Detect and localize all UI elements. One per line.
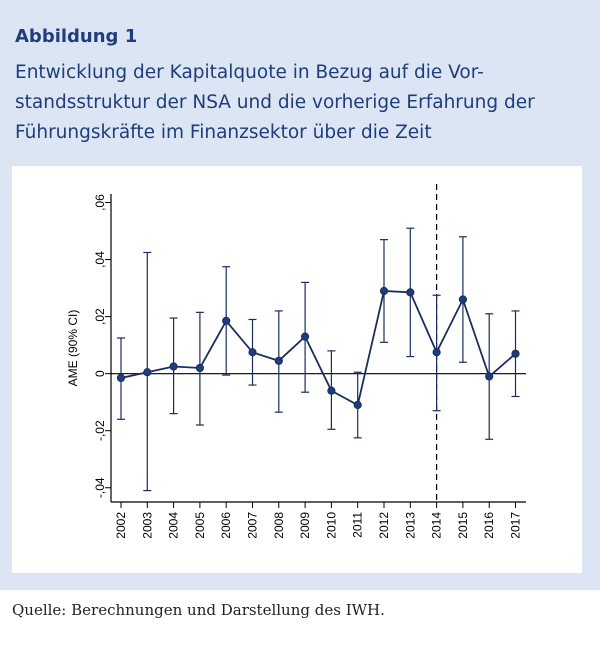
ame-point [380,287,387,294]
x-tick-label: 2011 [350,512,365,538]
title-line-3: Führungskräfte im Finanzsektor über die Zeit [15,122,432,143]
ame-point [275,357,282,364]
ame-point [354,401,361,408]
x-tick-label: 2002 [114,512,128,539]
ame-point [196,364,203,371]
x-tick-label: 2013 [403,512,418,539]
ame-point [249,349,256,356]
x-tick-label: 2012 [377,512,391,539]
title-line-2: standsstruktur der NSA und die vorherige Erfahrung der [15,92,535,113]
x-tick-label: 2006 [219,512,234,539]
ame-chart [12,166,582,573]
y-tick-label: ,04 [93,251,107,268]
x-tick-label: 2017 [508,512,523,539]
x-tick-label: 2016 [482,512,497,539]
ame-series-line [121,291,516,405]
y-tick-label: 0 [93,370,107,378]
x-tick-label: 2003 [140,512,155,539]
y-tick-label: ,02 [93,308,107,325]
plot-area [12,166,582,573]
ame-point [328,387,335,394]
x-tick-label: 2015 [455,512,470,539]
x-tick-label: 2008 [271,512,286,539]
ame-point [407,289,414,296]
figure-label: Abbildung 1 [15,26,138,47]
ame-point [144,369,151,376]
figure-title [15,58,590,148]
y-tick-label: ,06 [93,194,107,211]
x-tick-label: 2009 [298,512,313,539]
ame-point [223,317,230,324]
title-line-1: Entwicklung der Kapitalquote in Bezug auf die Vor- [15,62,484,83]
ame-point [117,374,124,381]
x-tick-label: 2004 [166,512,181,539]
ame-point [433,349,440,356]
ame-point [302,333,309,340]
x-tick-label: 2005 [192,512,207,539]
ame-point [170,363,177,370]
y-axis-title: AME (90% CI) [66,309,80,387]
ame-point [512,350,519,357]
ame-point [459,296,466,303]
x-tick-label: 2010 [324,512,339,539]
y-tick-label: -,02 [93,420,107,442]
ame-point [486,373,493,380]
x-tick-label: 2007 [245,512,260,539]
source-note: Quelle: Berechnungen und Darstellung des IWH. [12,601,385,619]
x-tick-label: 2014 [429,512,444,539]
y-tick-label: -,04 [93,477,107,499]
